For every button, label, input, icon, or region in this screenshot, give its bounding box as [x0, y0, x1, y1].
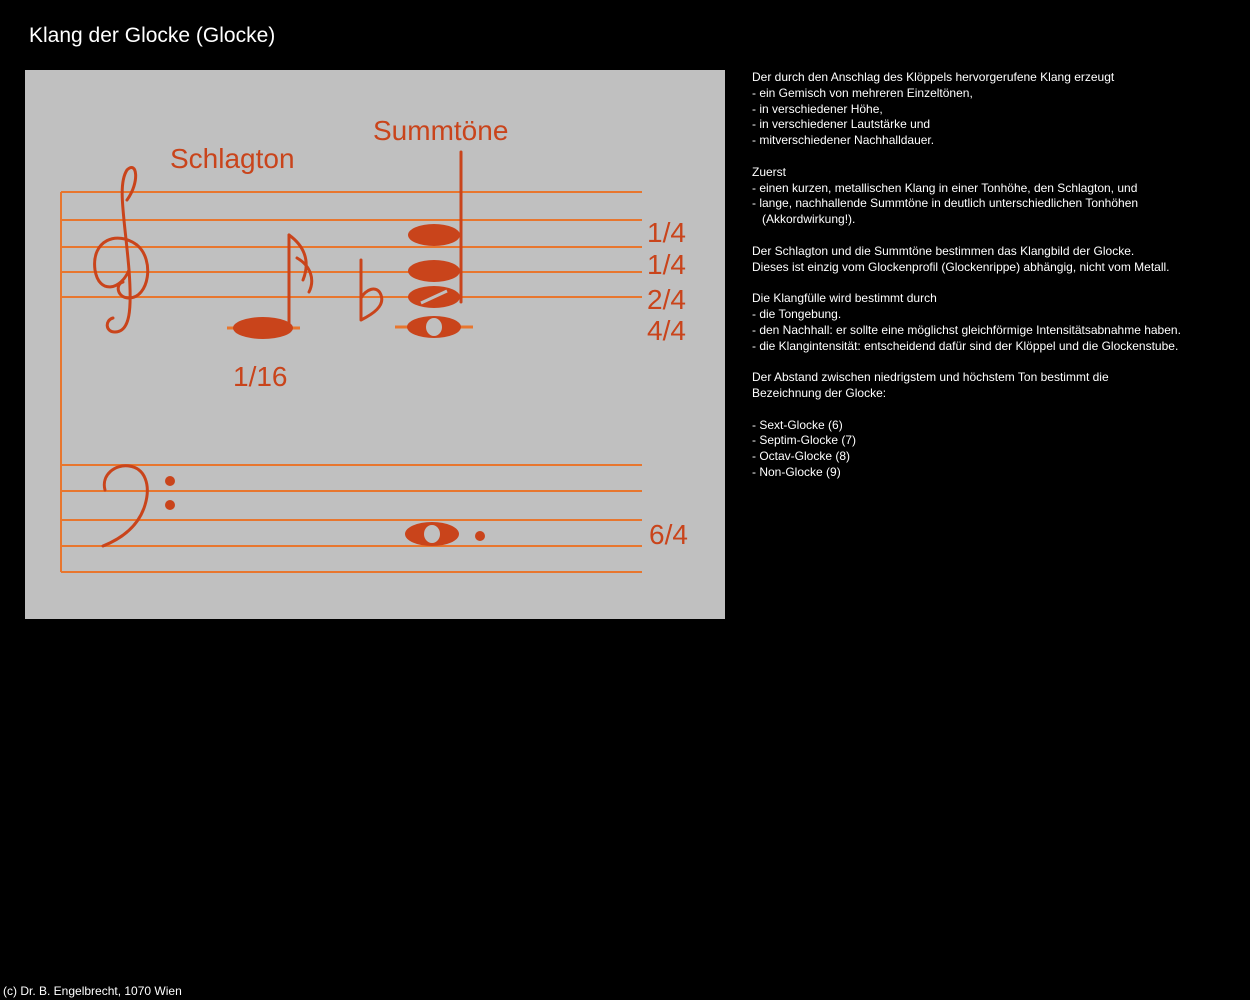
text-line: Der durch den Anschlag des Klöppels hervorgerufene Klang erzeugt	[752, 70, 1115, 84]
bass-dotted-note	[405, 522, 485, 546]
text-line: Dieses ist einzig vom Glockenprofil (Glockenrippe) abhängig, nicht vom Metall.	[752, 259, 1170, 274]
list-glocken-types	[752, 418, 1212, 481]
paragraph-abstand	[752, 370, 1212, 402]
music-notation-figure	[25, 70, 725, 619]
label-fraction-3: 2/4	[647, 284, 686, 315]
label-schlagton: Schlagton	[170, 143, 295, 174]
text-line: - ein Gemisch von mehreren Einzeltönen,	[752, 85, 973, 100]
label-fraction-1: 1/4	[647, 217, 686, 248]
treble-staff	[61, 192, 642, 297]
text-line: (Akkordwirkung!).	[752, 212, 856, 227]
label-fraction-4: 4/4	[647, 315, 686, 346]
bell-tone-diagram	[25, 70, 725, 619]
list-item: - Sext-Glocke (6)	[752, 417, 843, 432]
text-line: - die Tongebung.	[752, 306, 842, 321]
text-line: Der Schlagton und die Summtöne bestimmen das Klangbild der Glocke.	[752, 243, 1135, 258]
list-item: - Non-Glocke (9)	[752, 464, 841, 479]
label-fraction-schlagton: 1/16	[233, 361, 288, 392]
text-line: Der Abstand zwischen niedrigstem und höchstem Ton bestimmt die	[752, 370, 1109, 385]
list-item: - Octav-Glocke (8)	[752, 449, 851, 464]
page-title: Klang der Glocke (Glocke)	[29, 24, 276, 47]
text-line: Die Klangfülle wird bestimmt durch	[752, 291, 937, 306]
label-fraction-5: 6/4	[649, 519, 688, 550]
paragraph-klangbild	[752, 244, 1212, 276]
description-text	[752, 70, 1212, 497]
paragraph-klang	[752, 70, 1212, 149]
text-line: - lange, nachhallende Summtöne in deutlich unterschiedlichen Tonhöhen	[752, 196, 1139, 211]
paragraph-klangfuelle	[752, 291, 1212, 354]
text-line: - in verschiedener Lautstärke und	[752, 117, 931, 132]
schlagton-note	[227, 235, 312, 339]
label-summtoene: Summtöne	[373, 115, 509, 146]
paragraph-zuerst	[752, 165, 1212, 228]
label-fraction-2: 1/4	[647, 249, 686, 280]
list-item: - Septim-Glocke (7)	[752, 433, 857, 448]
text-line: - die Klangintensität: entscheidend dafür sind der Klöppel und die Glockenstube.	[752, 338, 1179, 353]
text-line: - den Nachhall: er sollte eine möglichst gleichförmige Intensitätsabnahme haben.	[752, 322, 1181, 337]
text-line: Bezeichnung der Glocke:	[752, 385, 887, 400]
summtoene-chord	[395, 152, 473, 338]
text-line: - mitverschiedener Nachhalldauer.	[752, 133, 935, 148]
text-line: - einen kurzen, metallischen Klang in einer Tonhöhe, den Schlagton, und	[752, 180, 1138, 195]
flat-sign-icon	[361, 260, 382, 320]
text-line: Zuerst	[752, 164, 787, 179]
copyright-footer: (c) Dr. B. Engelbrecht, 1070 Wien	[3, 984, 182, 998]
bass-clef-icon	[103, 466, 175, 546]
text-line: - in verschiedener Höhe,	[752, 101, 883, 116]
bass-staff	[61, 465, 642, 572]
